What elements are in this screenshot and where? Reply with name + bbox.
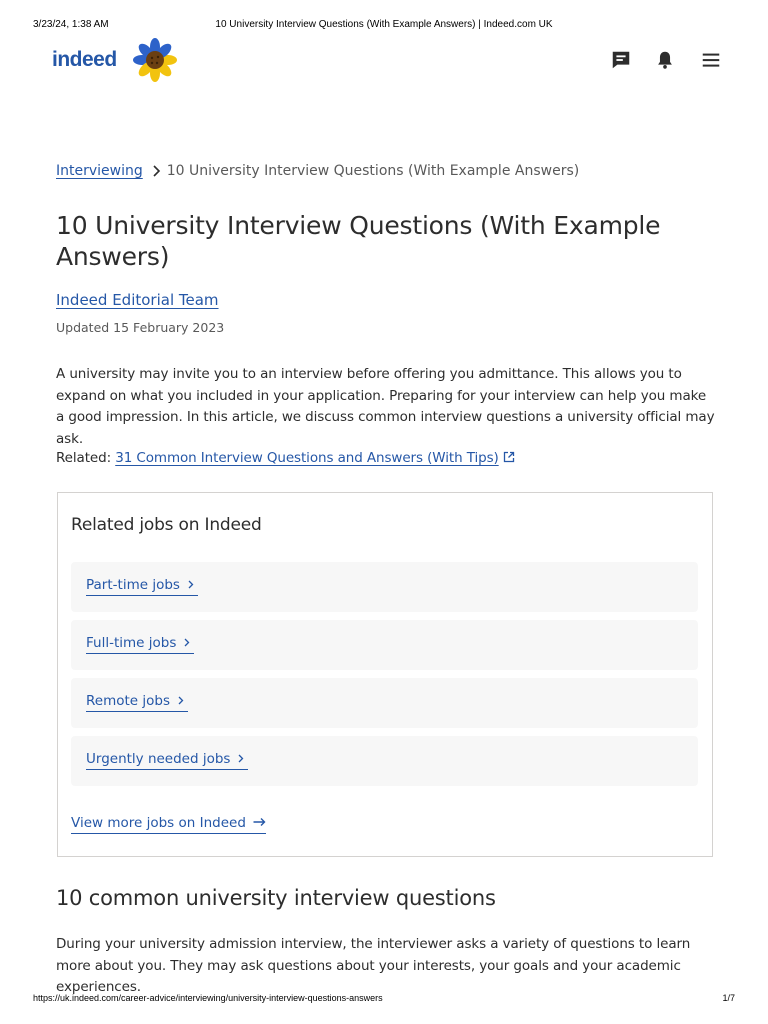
logo-text: indeed [52,48,117,71]
messages-icon[interactable] [610,49,632,71]
chevron-right-icon [237,754,245,763]
intro-paragraph: A university may invite you to an interview before offering you admittance. This allows you to expand on what you included in your application. Preparing for your interview can help you make a good impression. In this article, we discuss common interview questions a university official may ask. [56,366,715,447]
job-link-remote[interactable] [86,693,188,712]
job-link-urgently-needed[interactable] [86,751,248,770]
related-jobs-box [57,492,713,857]
breadcrumb [56,163,579,179]
menu-icon[interactable] [700,49,722,71]
job-link-label: Remote jobs [86,693,170,709]
page-title: 10 University Interview Questions (With Example Answers) [56,211,661,271]
related-article-link-text: 31 Common Interview Questions and Answers (With Tips) [115,450,499,466]
job-link-label: Full-time jobs [86,635,177,651]
sunflower-logo-icon [133,38,177,82]
job-link-label: Part-time jobs [86,577,180,593]
related-article [56,450,515,466]
section-heading: 10 common university interview questions [56,886,496,910]
external-link-icon [503,451,515,463]
job-item-full-time[interactable] [71,620,698,670]
indeed-logo[interactable] [52,48,117,72]
related-article-link[interactable] [115,450,514,466]
view-more-label: View more jobs on Indeed [71,815,246,831]
arrow-right-icon [253,817,266,827]
job-item-urgently-needed[interactable] [71,736,698,786]
print-page-number: 1/7 [722,993,735,1003]
chevron-right-icon [187,580,195,589]
print-datetime: 3/23/24, 1:38 AM [33,19,109,30]
author-link[interactable]: Indeed Editorial Team [56,291,219,309]
print-doc-title: 10 University Interview Questions (With Example Answers) | Indeed.com UK [215,19,553,30]
chevron-right-icon [183,638,191,647]
job-link-label: Urgently needed jobs [86,751,231,767]
notifications-bell-icon[interactable] [654,49,676,71]
chevron-right-icon [152,165,162,177]
related-jobs-title: Related jobs on Indeed [71,515,262,535]
chevron-right-icon [177,696,185,705]
related-label: Related: [56,450,112,466]
print-url: https://uk.indeed.com/career-advice/interviewing/university-interview-questions-answers [33,993,383,1003]
print-header [0,19,768,33]
updated-date: Updated 15 February 2023 [56,320,225,335]
job-item-remote[interactable] [71,678,698,728]
job-item-part-time[interactable] [71,562,698,612]
section-paragraph: During your university admission interview, the interviewer asks a variety of questions to learn more about you. They may ask questions about your interests, your goals and your academic experiences. [56,936,691,995]
job-link-full-time[interactable] [86,635,194,654]
job-link-part-time[interactable] [86,577,198,596]
breadcrumb-interviewing-link[interactable]: Interviewing [56,163,143,179]
print-footer [0,993,768,1007]
view-more-jobs-link[interactable] [71,815,266,834]
breadcrumb-current: 10 University Interview Questions (With Example Answers) [166,163,580,179]
site-header [0,36,768,86]
